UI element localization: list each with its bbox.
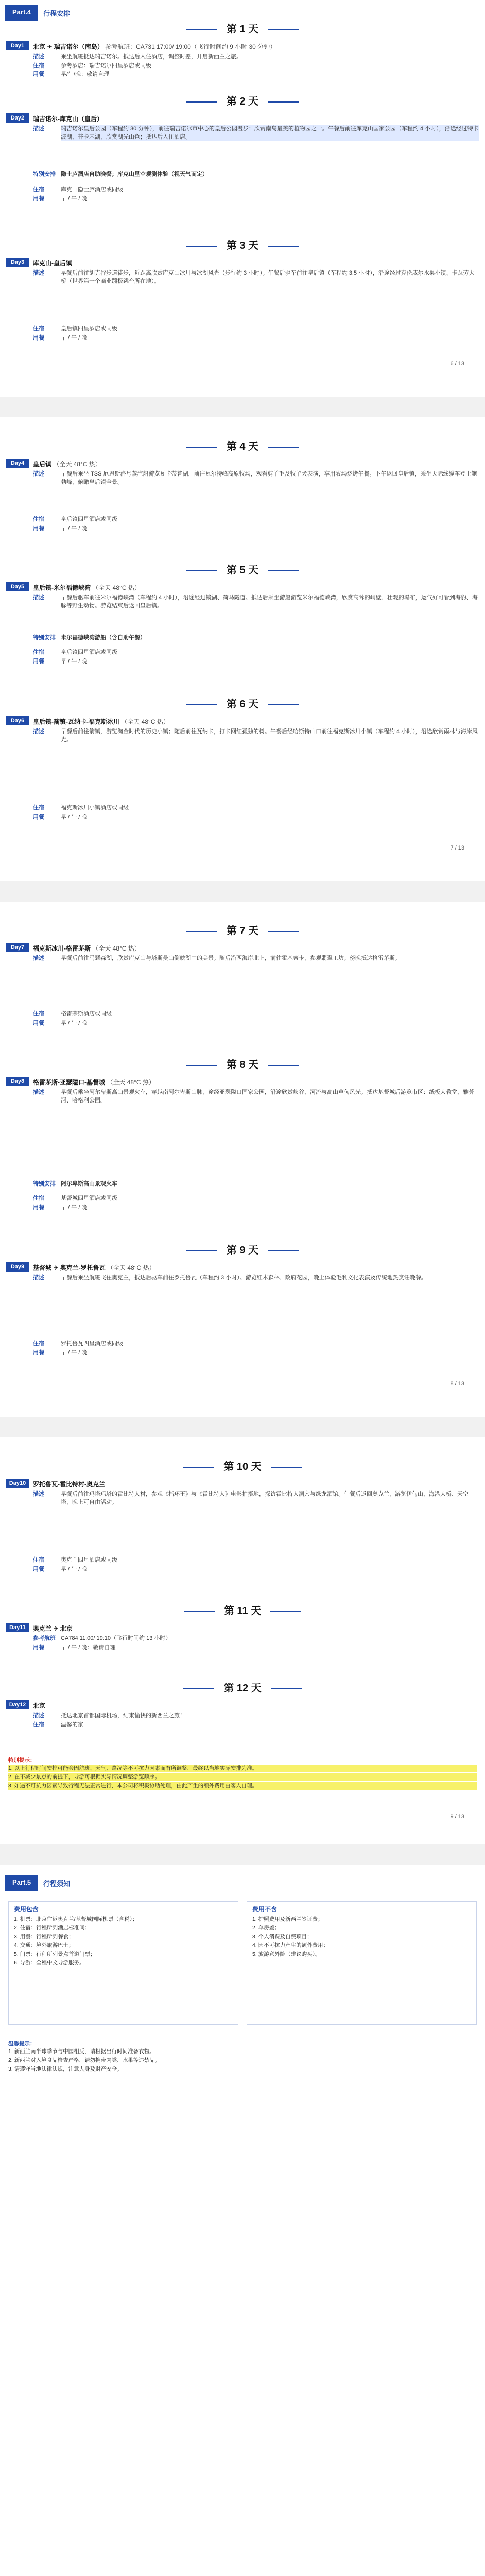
day-row: 描述 早餐后前往玛塔玛塔的霍比特人村，参观《指环王》与《霍比特人》电影拍摄地，探访霍比特人洞穴与绿龙酒馆。午餐后返回奥克兰，游览伊甸山、海港大桥、天空塔，晚上可自由活动。 bbox=[33, 1491, 469, 1505]
day-block bbox=[6, 1262, 479, 1365]
day-row: 用餐 早 / 午 / 晚 bbox=[33, 526, 88, 532]
day-label: Day7 bbox=[6, 943, 29, 952]
day-row: 描述 瑞吉诺尔皇后公园（车程约 30 分钟），前往瑞吉诺尔市中心的皇后公园漫步；欣赏南岛最美的植物园之一。午餐后前往库克山国家公园（车程约 4 小时），沿途经过特卡波湖、普卡基湖，欣赏湖光山色；抵达后入住酒店。 bbox=[33, 126, 479, 140]
day-label: Day11 bbox=[6, 1623, 29, 1632]
day-row: 特别安排 阿尔卑斯高山景观火车 bbox=[33, 1181, 117, 1187]
day-label: Day4 bbox=[6, 459, 29, 468]
day-row: 用餐 早 / 午 / 晚：敬请自理 bbox=[33, 1645, 116, 1651]
day-route: 罗托鲁瓦-霍比特村-奥克兰 bbox=[33, 1481, 105, 1488]
notice-item: 1. 以上行程时间安排可能会因航班、天气、路况等不可抗力因素而有所调整，最终以当地实际安排为准。 bbox=[8, 1765, 477, 1772]
day-block bbox=[6, 1623, 479, 1664]
page-number: 6 / 13 bbox=[450, 361, 464, 367]
day-row: 用餐 早 / 午 / 晚 bbox=[33, 1020, 88, 1026]
page-number: 9 / 13 bbox=[450, 1814, 464, 1820]
page-number: 8 / 13 bbox=[450, 1381, 464, 1387]
fee-item: 6. 导游：全程中文导游服务。 bbox=[14, 1960, 85, 1966]
section-title: 行程须知 bbox=[43, 1880, 71, 1888]
day-heading: 第 9 天 bbox=[0, 1242, 485, 1257]
fee-included-title: 费用包含 bbox=[14, 1906, 39, 1913]
fee-item: 5. 旅游意外险（建议购买）。 bbox=[252, 1951, 321, 1957]
day-route: 福克斯冰川-格雷茅斯 （全天 48°C 热） bbox=[33, 945, 141, 952]
day-block bbox=[6, 716, 479, 829]
day-label: Day2 bbox=[6, 113, 29, 123]
section-title: 行程安排 bbox=[43, 10, 71, 18]
day-label: Day9 bbox=[6, 1262, 29, 1272]
day-label: Day10 bbox=[6, 1479, 29, 1488]
notice-item: 3. 如遇不可抗力因素导致行程无法正常进行，本公司将积极协助处理，由此产生的额外费用由客人自理。 bbox=[8, 1782, 477, 1790]
day-row: 住宿 格雷茅斯酒店或同级 bbox=[33, 1011, 112, 1017]
fee-excluded-title: 费用不含 bbox=[252, 1906, 278, 1913]
page-gap bbox=[0, 1417, 485, 1437]
day-route: 北京 bbox=[33, 1702, 46, 1709]
day-row: 住宿 皇后镇四星酒店或同级 bbox=[33, 516, 117, 522]
footer-notes bbox=[8, 2040, 477, 2074]
day-row: 特别安排 米尔福德峡湾游船（含自助午餐） bbox=[33, 635, 146, 641]
day-row: 描述 早餐后乘坐阿尔卑斯高山景观火车，穿越南阿尔卑斯山脉，途经亚瑟隘口国家公园，沿途欣赏峡谷、河流与高山草甸风光。抵达基督城后游览市区：纸板大教堂、雅芳河、哈格利公园。 bbox=[33, 1089, 474, 1104]
fee-item: 3. 个人消费及自费项目； bbox=[252, 1934, 313, 1940]
day-row: 住宿 罗托鲁瓦四星酒店或同级 bbox=[33, 1341, 123, 1347]
footer-notes-title: 温馨提示： bbox=[8, 2041, 36, 2047]
day-heading: 第 3 天 bbox=[0, 237, 485, 252]
day-heading: 第 5 天 bbox=[0, 562, 485, 577]
day-row: 用餐 早 / 午 / 晚 bbox=[33, 335, 88, 341]
day-row: 用餐 早 / 午 / 晚 bbox=[33, 1566, 88, 1572]
day-label: Day3 bbox=[6, 258, 29, 267]
fee-item: 4. 因不可抗力产生的额外费用； bbox=[252, 1942, 329, 1948]
day-heading: 第 2 天 bbox=[0, 93, 485, 108]
day-block bbox=[6, 258, 479, 350]
notice-item: 2. 在不减少景点的前提下，导游可根据实际情况调整游览顺序。 bbox=[8, 1773, 477, 1781]
day-block bbox=[6, 459, 479, 541]
section-header-part4 bbox=[5, 5, 75, 21]
day-row: 住宿 皇后镇四星酒店或同级 bbox=[33, 326, 117, 332]
day-block bbox=[6, 1700, 479, 1741]
day-row: 住宿 皇后镇四星酒店或同级 bbox=[33, 649, 117, 655]
day-route: 瑞吉诺尔-库克山（皇后） bbox=[33, 115, 103, 123]
day-row: 描述 早餐后前往马瑟森湖，欣赏库克山与塔斯曼山倒映湖中的美景。随后沿西海岸北上，前往霍基蒂卡，参观翡翠工坊；傍晚抵达格雷茅斯。 bbox=[33, 955, 401, 961]
day-row: 描述 抵达北京首都国际机场，结束愉快的新西兰之旅！ bbox=[33, 1713, 185, 1719]
fee-item: 1. 护照费用及新西兰签证费； bbox=[252, 1916, 323, 1922]
fee-included bbox=[8, 1901, 238, 2025]
day-heading: 第 6 天 bbox=[0, 696, 485, 710]
notice-title: 特别提示： bbox=[8, 1757, 36, 1764]
section-header-part5 bbox=[5, 1875, 75, 1891]
day-row: 用餐 早 / 午 / 晚 bbox=[33, 1350, 88, 1356]
fee-columns bbox=[8, 1901, 477, 2025]
day-row: 描述 早餐后前往箭镇，游览淘金时代的历史小镇；随后前往瓦纳卡，打卡网红孤独的树。午餐后经哈斯特山口前往福克斯冰川小镇（车程约 4 小时），沿途欣赏雨林与海岸风光。 bbox=[33, 728, 478, 743]
footer-note-item: 2. 新西兰对入境食品检查严格，请勿携带肉类、水果等违禁品。 bbox=[8, 2057, 161, 2063]
day-route: 奥克兰 ✈ 北京 bbox=[33, 1625, 73, 1632]
section-tag: Part.5 bbox=[5, 1875, 38, 1891]
day-block bbox=[6, 943, 479, 1036]
fee-item: 2. 单房差； bbox=[252, 1925, 280, 1931]
day-row: 描述 早餐后乘坐 TSS 厄恩斯洛号蒸汽船游览瓦卡蒂普湖，前往瓦尔特峰高原牧场，观看剪羊毛及牧羊犬表演，享用农场烧烤午餐。下午返回皇后镇，乘坐天际线缆车登上鲍勃峰，俯瞰皇后镇全景。 bbox=[33, 471, 477, 485]
day-heading: 第 7 天 bbox=[0, 922, 485, 937]
fee-item: 2. 住宿：行程所列酒店标准间； bbox=[14, 1925, 91, 1931]
day-row: 特别安排 隐士庐酒店自助晚餐；库克山星空观测体验（视天气而定） bbox=[33, 171, 208, 177]
day-row: 用餐 早 / 午 / 晚 bbox=[33, 658, 88, 665]
footer-note-item: 1. 新西兰南半球季节与中国相反，请根据出行时间准备衣物。 bbox=[8, 2048, 155, 2055]
day-label: Day1 bbox=[6, 41, 29, 50]
page-number: 7 / 13 bbox=[450, 845, 464, 851]
day-block bbox=[6, 41, 479, 82]
page-gap bbox=[0, 397, 485, 417]
section-tag: Part.4 bbox=[5, 5, 38, 21]
day-heading: 第 11 天 bbox=[0, 1602, 485, 1617]
day-label: Day6 bbox=[6, 716, 29, 725]
special-notice bbox=[8, 1757, 477, 1791]
day-route: 北京 ✈ 瑞吉诺尔（南岛） 参考航班：CA731 17:00/ 19:00（飞行时间约 9 小时 30 分钟） bbox=[33, 43, 276, 50]
day-block bbox=[6, 1077, 479, 1221]
day-row: 住宿 温馨的家 bbox=[33, 1722, 83, 1728]
day-row: 住宿 奥克兰四星酒店或同级 bbox=[33, 1557, 117, 1563]
day-row: 住宿 库克山隐士庐酒店或同级 bbox=[33, 187, 123, 193]
day-heading: 第 10 天 bbox=[0, 1458, 485, 1473]
day-block bbox=[6, 113, 479, 216]
footer-note-item: 3. 请遵守当地法律法规，注意人身及财产安全。 bbox=[8, 2066, 123, 2072]
day-route: 皇后镇 （全天 48°C 热） bbox=[33, 461, 101, 468]
day-row: 用餐 早/午/晚：敬请自理 bbox=[33, 71, 110, 77]
day-row: 住宿 参考酒店：瑞吉诺尔四星酒店或同级 bbox=[33, 63, 151, 69]
day-label: Day5 bbox=[6, 582, 29, 591]
day-route: 格雷茅斯-亚瑟隘口-基督城 （全天 48°C 热） bbox=[33, 1079, 155, 1086]
page-gap bbox=[0, 1844, 485, 1865]
day-row: 描述 乘坐航班抵达瑞吉诺尔。抵达后入住酒店，调整时差，开启新西兰之旅。 bbox=[33, 54, 242, 60]
fee-item: 3. 用餐：行程所列餐食； bbox=[14, 1934, 74, 1940]
day-row: 用餐 早 / 午 / 晚 bbox=[33, 196, 88, 202]
day-row: 参考航班 CA784 11:00/ 19:10（飞行时间约 13 小时） bbox=[33, 1635, 171, 1641]
fee-item: 4. 交通：境外旅游巴士； bbox=[14, 1942, 74, 1948]
day-label: Day8 bbox=[6, 1077, 29, 1086]
fee-item: 5. 门票：行程所列景点首道门票； bbox=[14, 1951, 96, 1957]
day-row: 用餐 早 / 午 / 晚 bbox=[33, 1205, 88, 1211]
day-block bbox=[6, 1479, 479, 1582]
day-block bbox=[6, 582, 479, 675]
day-row: 描述 早餐后乘坐航班飞往奥克兰，抵达后驱车前往罗托鲁瓦（车程约 3 小时）。游览红木森林、政府花园，晚上体验毛利文化表演及传统地热烹饪晚餐。 bbox=[33, 1275, 427, 1281]
day-heading: 第 12 天 bbox=[0, 1680, 485, 1694]
day-row: 住宿 福克斯冰川小镇酒店或同级 bbox=[33, 805, 129, 811]
day-row: 描述 早餐后驱车前往米尔福德峡湾（车程约 4 小时），沿途经过镜湖、荷马隧道。抵达后乘坐游船游览米尔福德峡湾，欣赏高耸的峭壁、壮观的瀑布，运气好可看到海豹、海豚等野生动物。游览结束后返回皇后镇。 bbox=[33, 595, 478, 609]
fee-item: 1. 机票：北京往返奥克兰/基督城国际机票（含税）； bbox=[14, 1916, 138, 1922]
day-row: 描述 早餐后前往胡克谷步道徒步，近距离欣赏库克山冰川与冰湖风光（步行约 3 小时）。午餐后驱车前往皇后镇（车程约 3.5 小时），沿途经过克伦威尔水果小镇、卡瓦劳大桥（世界第一个商业蹦极跳台所在地）。 bbox=[33, 270, 475, 284]
page-gap bbox=[0, 881, 485, 902]
day-route: 基督城 ✈ 奥克兰-罗托鲁瓦 （全天 48°C 热） bbox=[33, 1264, 155, 1272]
day-heading: 第 4 天 bbox=[0, 438, 485, 453]
fee-excluded bbox=[247, 1901, 477, 2025]
day-label: Day12 bbox=[6, 1700, 29, 1709]
day-heading: 第 1 天 bbox=[0, 21, 485, 36]
day-row: 用餐 早 / 午 / 晚 bbox=[33, 814, 88, 820]
day-route: 皇后镇-米尔福德峡湾 （全天 48°C 热） bbox=[33, 584, 141, 591]
day-heading: 第 8 天 bbox=[0, 1056, 485, 1071]
day-route: 皇后镇-箭镇-瓦纳卡-福克斯冰川 （全天 48°C 热） bbox=[33, 718, 169, 725]
day-route: 库克山-皇后镇 bbox=[33, 260, 72, 267]
day-row: 住宿 基督城四星酒店或同级 bbox=[33, 1195, 117, 1201]
